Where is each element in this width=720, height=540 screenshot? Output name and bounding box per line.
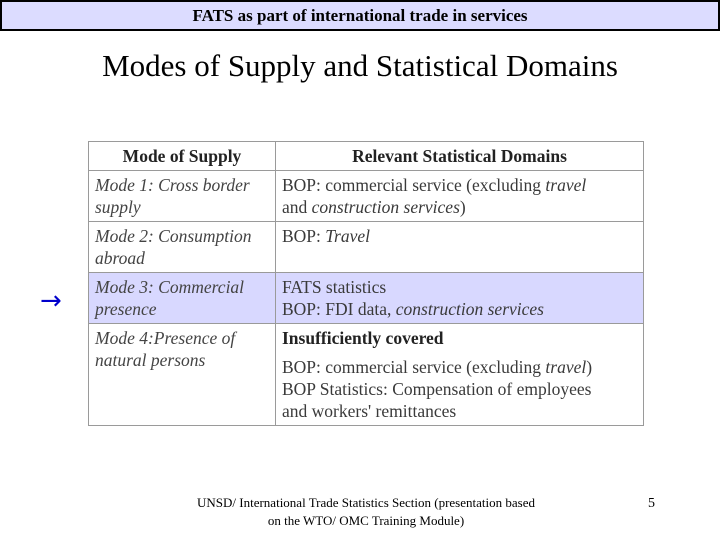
domain-cell: BOP: commercial service (excluding travel and construction services) — [276, 171, 644, 222]
slide-banner: FATS as part of international trade in services — [0, 0, 720, 31]
domain-cell: Insufficiently covered BOP: commercial service (excluding travel) BOP Statistics: Compensation of employees and workers' remittances — [276, 324, 644, 426]
slide-title: Modes of Supply and Statistical Domains — [102, 48, 618, 83]
right-arrow-icon: → — [40, 286, 62, 316]
table-row — [89, 171, 644, 222]
table-row-highlighted — [89, 273, 644, 324]
page-number: 5 — [648, 496, 655, 511]
table-row — [89, 324, 644, 426]
domain-cell: FATS statistics BOP: FDI data, construction services — [276, 273, 644, 324]
mode-cell: Mode 1: Cross border supply — [89, 171, 276, 222]
supply-domains-table — [88, 141, 644, 426]
mode-cell: Mode 4:Presence of natural persons — [89, 324, 276, 426]
table-header-row — [89, 142, 644, 171]
footer-source: UNSD/ International Trade Statistics Section (presentation based on the WTO/ OMC Training Module) — [197, 495, 535, 528]
domain-cell: BOP: Travel — [276, 222, 644, 273]
header-statistical-domains: Relevant Statistical Domains — [276, 142, 644, 171]
mode-cell: Mode 2: Consumption abroad — [89, 222, 276, 273]
table-row — [89, 222, 644, 273]
header-mode-of-supply: Mode of Supply — [89, 142, 276, 171]
mode-cell: Mode 3: Commercial presence — [89, 273, 276, 324]
